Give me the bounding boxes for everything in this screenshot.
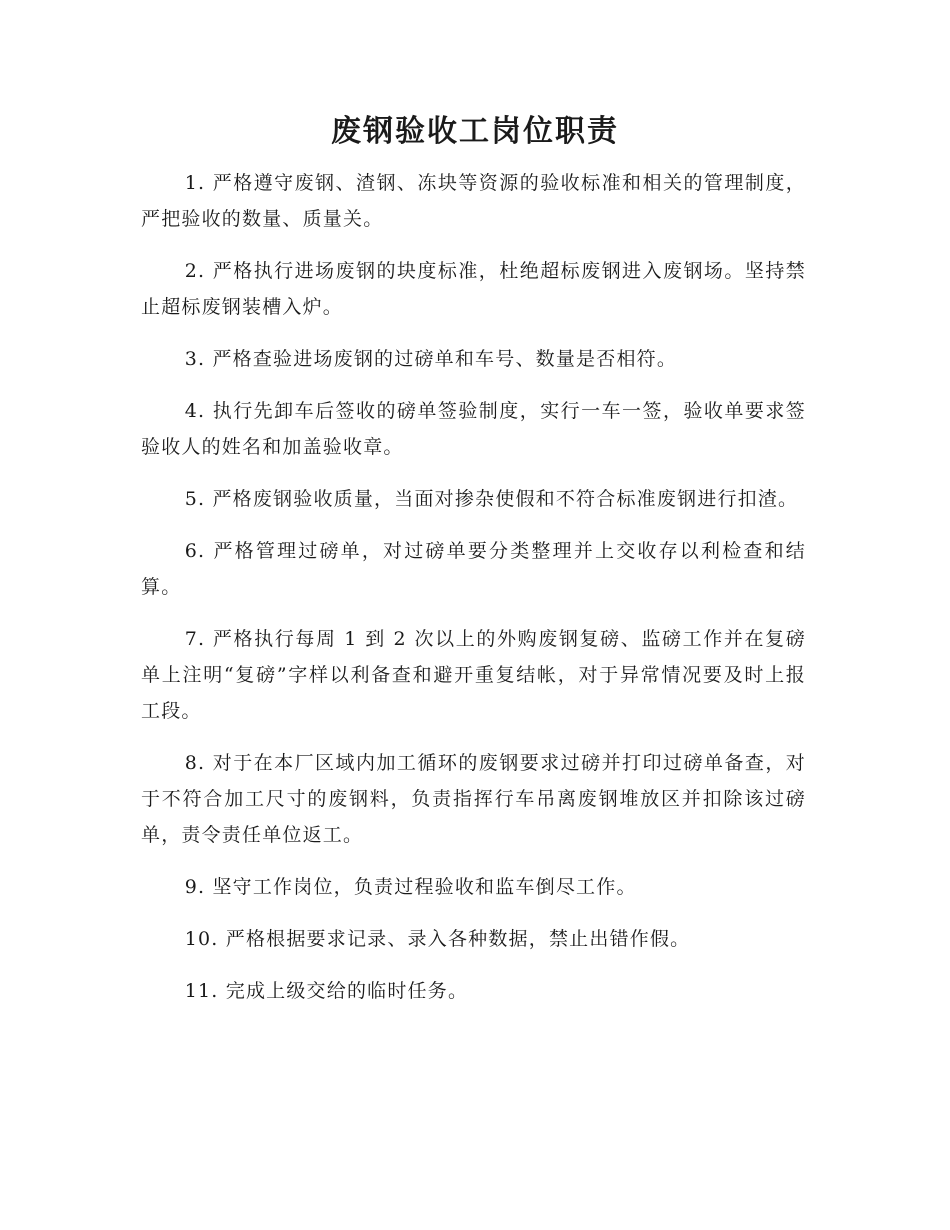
duty-item-3: 3. 严格查验进场废钢的过磅单和车号、数量是否相符。	[184, 348, 678, 370]
duty-list	[141, 165, 806, 1025]
duty-item-9: 9. 坚守工作岗位，负责过程验收和监车倒尽工作。	[184, 876, 637, 898]
duty-item-1: 1. 严格遵守废钢、渣钢、冻块等资源的验收标准和相关的管理制度，严把验收的数量、质量关。	[141, 172, 806, 230]
duty-item-6: 6. 严格管理过磅单，对过磅单要分类整理并上交收存以利检查和结算。	[141, 540, 806, 598]
duty-item-10: 10. 严格根据要求记录、录入各种数据，禁止出错作假。	[184, 928, 691, 950]
duty-item-11: 11. 完成上级交给的临时任务。	[184, 980, 469, 1002]
duty-item-8: 8. 对于在本厂区域内加工循环的废钢要求过磅并打印过磅单备查，对于不符合加工尺寸的废钢料，负责指挥行车吊离废钢堆放区并扣除该过磅单，责令责任单位返工。	[141, 752, 806, 846]
duty-item-5: 5. 严格废钢验收质量，当面对掺杂使假和不符合标准废钢进行扣渣。	[184, 488, 799, 510]
document-title: 废钢验收工岗位职责	[331, 114, 619, 149]
duty-item-4: 4. 执行先卸车后签收的磅单签验制度，实行一车一签，验收单要求签验收人的姓名和加盖验收章。	[141, 400, 806, 458]
duty-item-2: 2. 严格执行进场废钢的块度标准，杜绝超标废钢进入废钢场。坚持禁止超标废钢装槽入炉。	[141, 260, 806, 318]
duty-item-7: 7. 严格执行每周 1 到 2 次以上的外购废钢复磅、监磅工作并在复磅单上注明“复磅”字样以利备查和避开重复结帐，对于异常情况要及时上报工段。	[141, 628, 806, 722]
